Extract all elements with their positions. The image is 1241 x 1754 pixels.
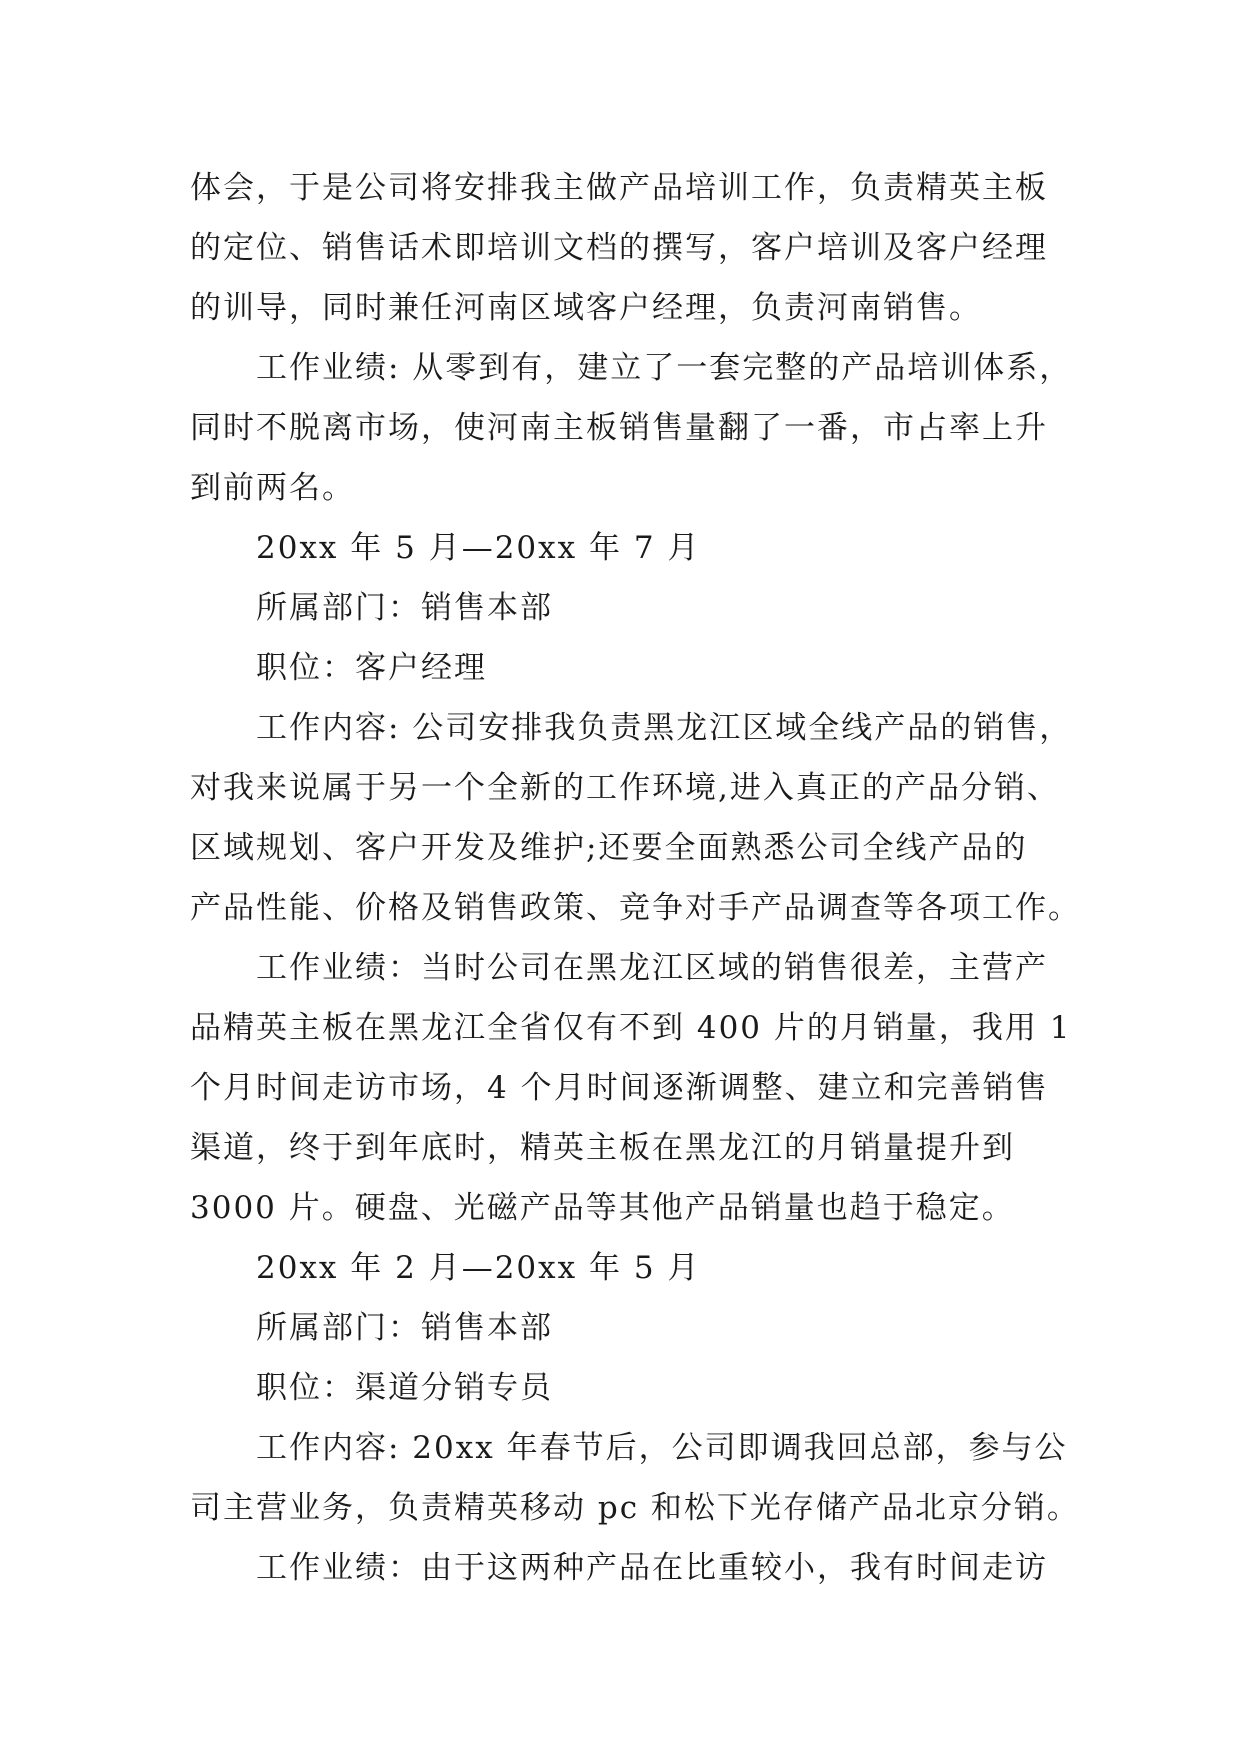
text-line: 工作内容: 20xx 年春节后，公司即调我回总部，参与公	[256, 1430, 1068, 1466]
text-line: 工作内容: 公司安排我负责黑龙江区域全线产品的销售，	[256, 710, 1073, 746]
text-line: 所属部门：销售本部	[256, 1310, 553, 1346]
text-line: 对我来说属于另一个全新的工作环境,进入真正的产品分销、	[190, 770, 1060, 806]
text-line: 品精英主板在黑龙江全省仅有不到 400 片的月销量，我用 1	[190, 1010, 1072, 1046]
text-line: 体会，于是公司将安排我主做产品培训工作，负责精英主板	[190, 170, 1048, 206]
text-line: 到前两名。	[190, 470, 355, 506]
text-line: 20xx 年 2 月—20xx 年 5 月	[256, 1250, 701, 1286]
text-line: 工作业绩: 从零到有，建立了一套完整的产品培训体系，	[256, 350, 1073, 386]
text-line: 区域规划、客户开发及维护;还要全面熟悉公司全线产品的	[190, 830, 1028, 866]
document-body	[190, 158, 1081, 1598]
text-line: 所属部门：销售本部	[256, 590, 553, 626]
text-line: 渠道，终于到年底时，精英主板在黑龙江的月销量提升到	[190, 1130, 1015, 1166]
text-line: 产品性能、价格及销售政策、竞争对手产品调查等各项工作。	[190, 890, 1081, 926]
text-line: 工作业绩：由于这两种产品在比重较小，我有时间走访	[256, 1550, 1048, 1586]
text-line: 同时不脱离市场，使河南主板销售量翻了一番，市占率上升	[190, 410, 1048, 446]
text-line: 个月时间走访市场，4 个月时间逐渐调整、建立和完善销售	[190, 1070, 1049, 1106]
text-line: 20xx 年 5 月—20xx 年 7 月	[256, 530, 701, 566]
text-line: 司主营业务，负责精英移动 pc 和松下光存储产品北京分销。	[190, 1490, 1080, 1526]
text-line: 的训导，同时兼任河南区域客户经理，负责河南销售。	[190, 290, 982, 326]
text-line: 3000 片。硬盘、光磁产品等其他产品销量也趋于稳定。	[190, 1190, 1015, 1226]
text-line: 的定位、销售话术即培训文档的撰写，客户培训及客户经理	[190, 230, 1048, 266]
text-line: 职位：客户经理	[256, 650, 487, 686]
text-line: 职位：渠道分销专员	[256, 1370, 553, 1406]
text-line: 工作业绩：当时公司在黑龙江区域的销售很差，主营产	[256, 950, 1048, 986]
